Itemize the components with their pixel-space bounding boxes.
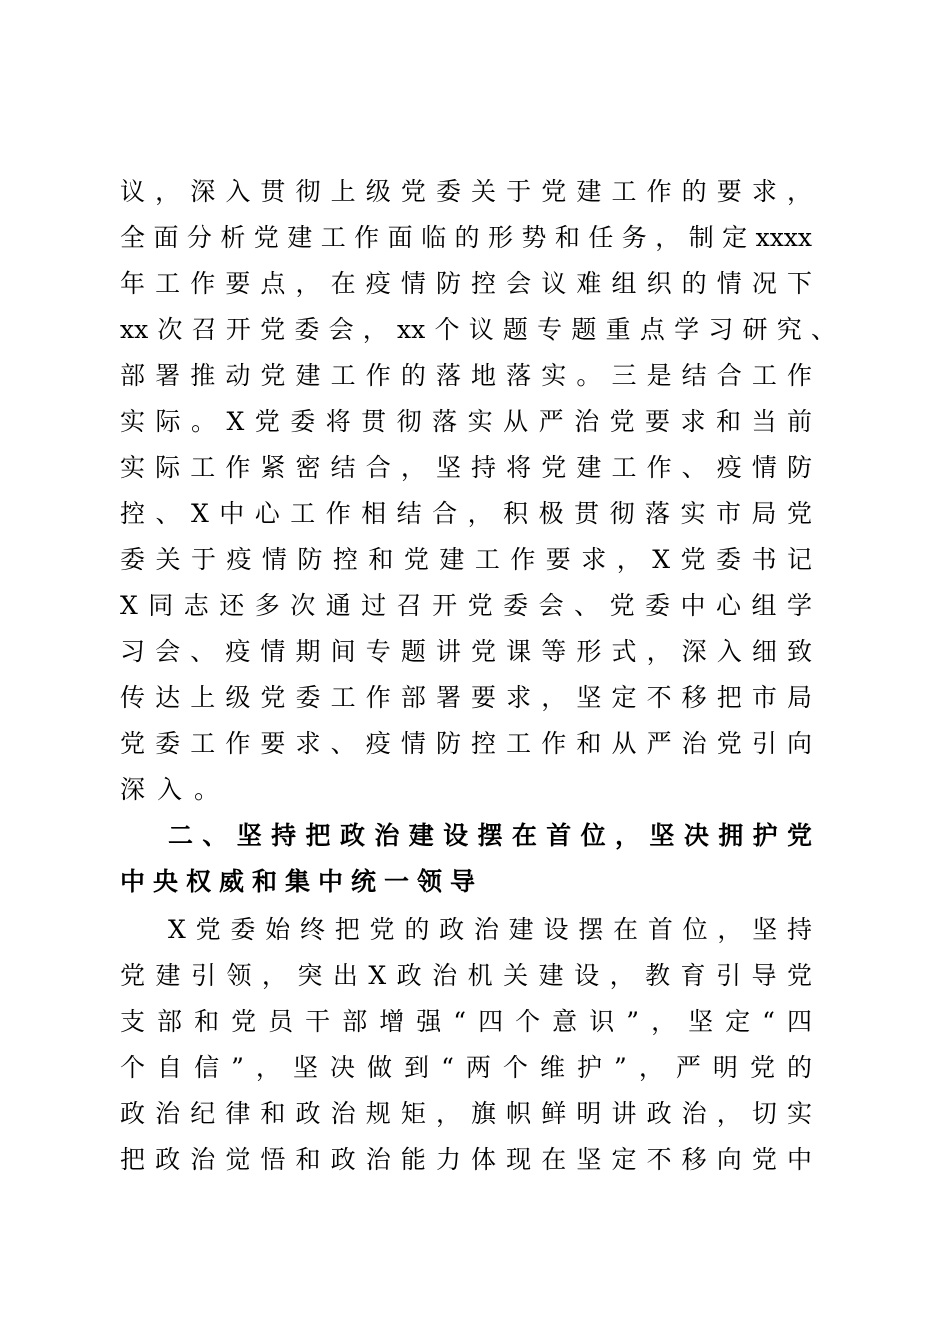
section-heading: 中央权威和集中统一领导 [120, 867, 484, 896]
text-line: X同志还多次通过召开党委会、党委中心组学 [120, 591, 812, 620]
text-line: 习会、疫情期间专题讲党课等形式，深入细致 [120, 637, 812, 666]
text-line: 年工作要点，在疫情防控会议难组织的情况下 [120, 269, 812, 298]
text-line: 实际。X党委将贯彻落实从严治党要求和当前 [120, 407, 812, 436]
text-line: 党委工作要求、疫情防控工作和从严治党引向 [120, 729, 812, 758]
text-line: X党委始终把党的政治建设摆在首位，坚持 [168, 915, 812, 944]
text-line: 深入。 [120, 775, 232, 804]
text-line: 全面分析党建工作面临的形势和任务，制定xxxx [120, 223, 812, 252]
text-line: 党建引领，突出X政治机关建设，教育引导党 [120, 961, 812, 990]
text-line: 传达上级党委工作部署要求，坚定不移把市局 [120, 683, 812, 712]
text-line: 个自信”，坚决做到“两个维护”，严明党的 [120, 1053, 812, 1082]
text-line: 支部和党员干部增强“四个意识”，坚定“四 [120, 1007, 812, 1036]
text-line: 把政治觉悟和政治能力体现在坚定不移向党中 [120, 1145, 812, 1174]
text-line: 委关于疫情防控和党建工作要求，X党委书记 [120, 545, 812, 574]
text-line: 部署推动党建工作的落地落实。三是结合工作 [120, 361, 812, 390]
text-line: 实际工作紧密结合，坚持将党建工作、疫情防 [120, 453, 812, 482]
text-line: xx次召开党委会，xx个议题专题重点学习研究、 [120, 315, 836, 344]
section-heading: 二、坚持把政治建设摆在首位，坚决拥护党 [168, 821, 812, 850]
text-line: 政治纪律和政治规矩，旗帜鲜明讲政治，切实 [120, 1099, 812, 1128]
text-line: 议，深入贯彻上级党委关于党建工作的要求， [120, 177, 812, 206]
text-line: 控、X中心工作相结合，积极贯彻落实市局党 [120, 499, 812, 528]
